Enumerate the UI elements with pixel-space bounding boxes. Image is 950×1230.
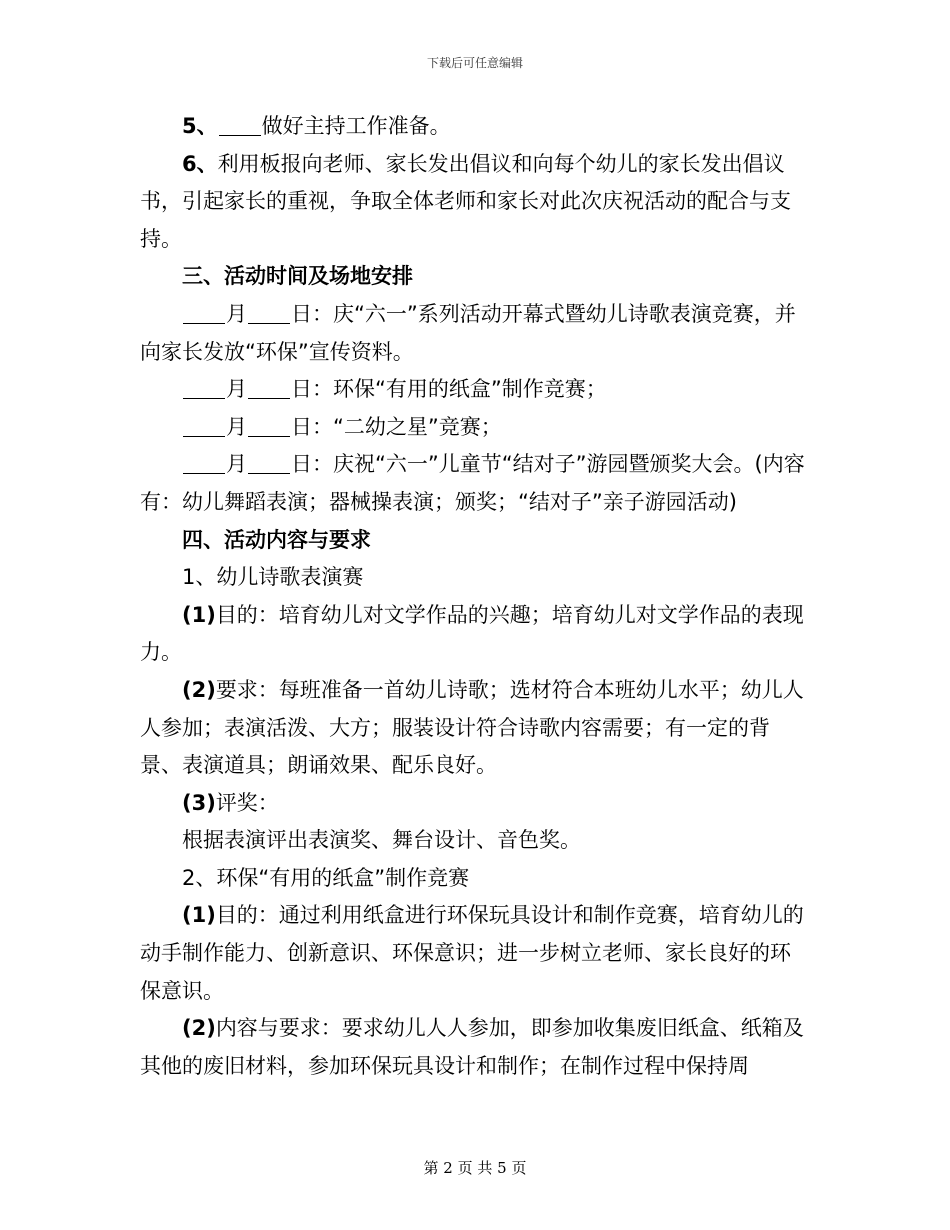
schedule-item <box>140 296 810 371</box>
sub2-item <box>140 1010 810 1085</box>
item-6-number: 6、 <box>182 151 218 176</box>
schedule-text: 环保“有用的纸盒”制作竞赛； <box>333 377 607 402</box>
item-text: 评奖： <box>215 790 279 815</box>
blank-line <box>248 377 290 399</box>
item-6-text: 利用板报向老师、家长发出倡议和向每个幼儿的家长发出倡议书，引起家长的重视，争取全体老师和家长对此次庆祝活动的配合与支持。 <box>140 151 791 251</box>
blank-line <box>248 415 290 437</box>
item-number: (2) <box>182 677 216 702</box>
item-text: 内容与要求：要求幼儿人人参加，即参加收集废旧纸盒、纸箱及其他的废旧材料，参加环保玩具设计和制作；在制作过程中保持周 <box>140 1016 804 1078</box>
item-text: 要求：每班准备一首幼儿诗歌；选材符合本班幼儿水平；幼儿人人参加；表演活泼、大方；服装设计符合诗歌内容需要；有一定的背景、表演道具；朗诵效果、配乐良好。 <box>140 677 804 778</box>
schedule-text: 庆祝“六一”儿童节“结对子”游园暨颁奖大会。(内容有：幼儿舞蹈表演；器械操表演；颁奖；“结对子”亲子游园活动) <box>140 452 805 514</box>
sub1-item <box>140 597 810 672</box>
award-text: 根据表演评出表演奖、舞台设计、音色奖。 <box>182 828 581 853</box>
day-label: 日： <box>291 301 333 326</box>
item-5 <box>140 108 810 146</box>
month-label: 月 <box>226 301 247 326</box>
item-number: (2) <box>182 1016 216 1041</box>
day-label: 日： <box>291 414 333 439</box>
section-4-title: 四、活动内容与要求 <box>182 527 371 552</box>
day-label: 日： <box>291 377 333 402</box>
item-number: (1) <box>182 602 216 627</box>
schedule-item <box>140 446 810 521</box>
item-text: 目的：培育幼儿对文学作品的兴趣；培育幼儿对文学作品的表现力。 <box>140 602 804 665</box>
page-header: 下载后可任意编辑 <box>426 56 523 70</box>
blank-line <box>248 302 290 324</box>
schedule-item <box>140 409 810 447</box>
item-6 <box>140 146 810 259</box>
document-body <box>140 108 810 1085</box>
blank-line <box>183 377 225 399</box>
item-5-number: 5、 <box>182 114 218 138</box>
sub2-item <box>140 897 810 1010</box>
item-number: (3) <box>182 790 216 815</box>
schedule-text: “二幼之星”竞赛； <box>333 414 502 439</box>
blank-line <box>248 452 290 474</box>
blank-line <box>183 302 225 324</box>
item-5-text: 做好主持工作准备。 <box>261 114 451 138</box>
sub1-item <box>140 785 810 823</box>
item-number: (1) <box>182 903 216 928</box>
month-label: 月 <box>226 377 247 402</box>
sub1-item <box>140 672 810 785</box>
month-label: 月 <box>226 452 247 477</box>
page-footer: 第 2 页 共 5 页 <box>423 1159 527 1177</box>
blank-line <box>219 114 261 136</box>
day-label: 日： <box>291 452 333 477</box>
section-3-title: 三、活动时间及场地安排 <box>182 264 413 289</box>
schedule-text: 庆“六一”系列活动开幕式暨幼儿诗歌表演竞赛，并向家长发放“环保”宣传资料。 <box>140 301 796 364</box>
item-text: 目的：通过利用纸盒进行环保玩具设计和制作竞赛，培育幼儿的动手制作能力、创新意识、环保意识；进一步树立老师、家长良好的环保意识。 <box>140 903 804 1003</box>
blank-line <box>183 452 225 474</box>
blank-line <box>183 415 225 437</box>
subsection-1-title: 1、幼儿诗歌表演赛 <box>182 565 364 590</box>
month-label: 月 <box>226 414 247 439</box>
schedule-item <box>140 371 810 409</box>
subsection-2-title: 2、环保“有用的纸盒”制作竞赛 <box>182 865 470 890</box>
